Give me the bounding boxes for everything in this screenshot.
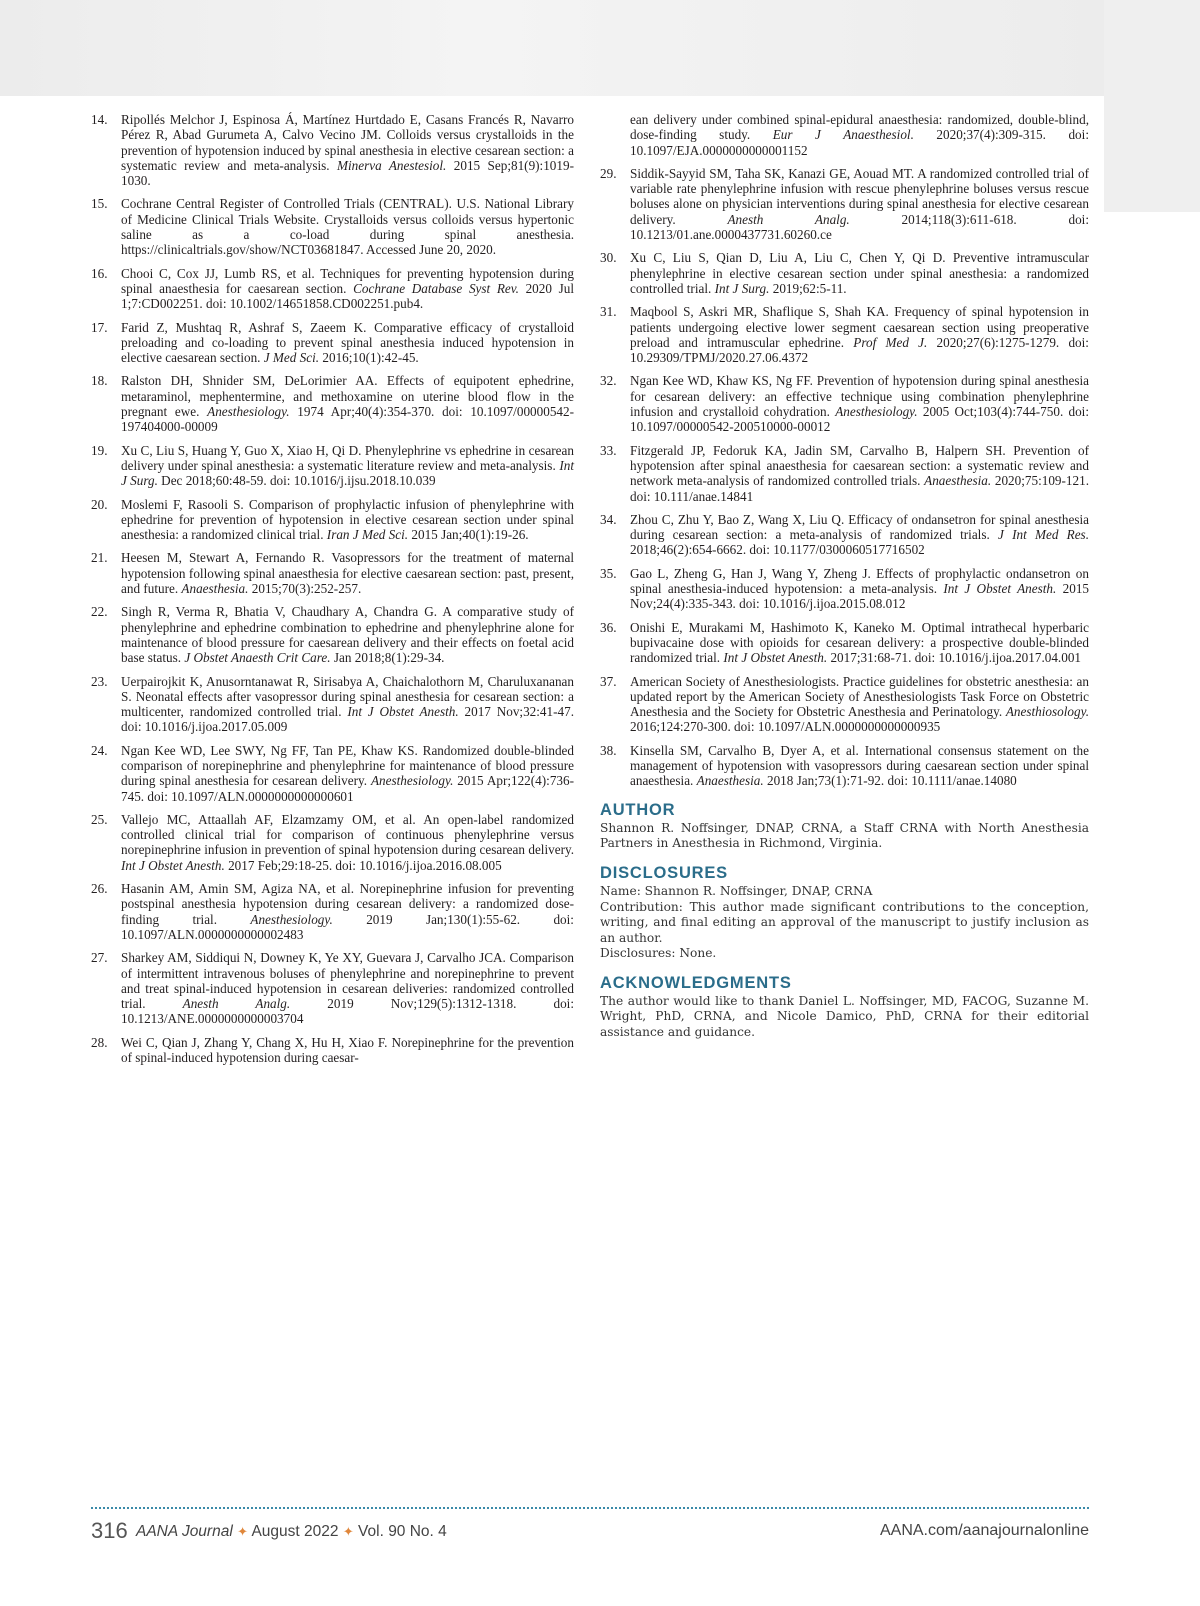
reference-item [91,443,574,489]
reference-tail: 2014;118(3):611-618. doi: 10.1213/01.ane.0000437731.60260.ce [630,211,1089,243]
reference-journal: Anesth Analg. [182,996,291,1012]
diamond-icon: ✦ [342,1524,354,1539]
author-bio: Shannon R. Noffsinger, DNAP, CRNA, a Staff CRNA with North Anesthesia Partners in Anesthesia in Richmond, Virginia. [600,820,1089,851]
journal-citation [136,1523,447,1541]
reference-number: 18. [91,373,108,389]
reference-item [91,604,574,665]
reference-number: 14. [91,112,108,127]
reference-tail: 2016;10(1):42-45. [319,350,419,366]
reference-journal: Iran J Med Sci. [326,527,409,543]
corner-band [1104,0,1200,212]
reference-text: Ralston DH, Shnider SM, DeLorimier AA. Effects of equipotent ephedrine, metaraminol, mephentermine, and methoxamine on uterine blood flow in the pregnant ewe. [121,373,574,420]
reference-tail: 2019 Jan;130(1):55-62. doi: 10.1097/ALN.0000000000002483 [121,911,574,942]
reference-number: 33. [600,442,617,458]
reference-journal: Anesth Analg. [727,211,850,227]
reference-journal: Int J Obstet Anesth. [723,650,828,666]
reference-journal: Anesthiosology. [1005,704,1089,720]
reference-number: 28. [91,1034,108,1050]
diamond-icon: ✦ [237,1524,248,1539]
reference-tail: 2016;124:270-300. doi: 10.1097/ALN.0000000000000935 [630,719,941,735]
reference-text: Onishi E, Murakami M, Hashimoto K, Kaneko M. Optimal intrathecal hyperbaric bupivacaine dose with opioids for cesarean delivery: a prospective double-blinded randomized trial. [630,619,1089,666]
reference-text: Hasanin AM, Amin SM, Agiza NA, et al. Norepinephrine infusion for preventing postspinal anesthesia hypotension during cesarean delivery: a randomized dose-finding trial. [121,881,574,927]
issue-date: August 2022 [251,1523,339,1540]
reference-text: Vallejo MC, Attaallah AF, Elzamzamy OM, et al. An open-label randomized controlled clinical trial for comparison of continuous phenylephrine versus norepinephrine infusion in prevention of spinal hypotension during cesarean delivery. [121,811,574,858]
reference-number: 22. [91,604,108,620]
reference-number: 38. [600,742,617,758]
reference-journal: J Obstet Anaesth Crit Care. [184,650,331,666]
reference-28-continued [600,112,1089,158]
reference-number: 26. [91,881,108,897]
reference-journal: Int J Surg. [714,280,770,296]
reference-text: Ripollés Melchor J, Espinosa Á, Martínez Hurtdado E, Casans Francés R, Navarro Pérez R, Abad Gurumeta A, Calvo Vecino JM. Colloids versus crystalloids in the prevention of hypotension induced by spinal anesthesia in elective cesarean section: a systematic review and meta-analysis. [121,112,574,173]
reference-item [91,674,574,735]
reference-tail: 2020;37(4):309-315. doi: 10.1097/EJA.0000000000001152 [630,127,1089,158]
reference-tail: 2005 Oct;103(4):744-750. doi: 10.1097/00000542-200510000-00012 [630,404,1089,435]
journal-website-link[interactable]: AANA.com/aanajournalonline [879,1522,1089,1539]
reference-journal: Anaesthesia. [924,473,992,489]
reference-text: Sharkey AM, Siddiqui N, Downey K, Ye XY, Guevara J, Carvalho JCA. Comparison of intermittent intravenous boluses of phenylephrine and norepinephrine to prevent and treat spinal-induced hypotension in cesarean deliveries: randomized controlled trial. [121,950,574,1012]
reference-item [600,250,1089,296]
volume-number: Vol. 90 No. 4 [358,1523,447,1540]
acknowledgments-body: The author would like to thank Daniel L. Noffsinger, MD, FACOG, Suzanne M. Wright, PhD, CRNA, and Nicole Damico, PhD, CRNA for their editorial assistance and guidance. [600,993,1089,1039]
disclosures-heading: DISCLOSURES [600,863,728,882]
header-band [0,0,1200,96]
reference-tail: 2020 Jul 1;7:CD002251. doi: 10.1002/14651858.CD002251.pub4. [121,280,574,312]
reference-journal: Anesthesiology. [207,404,290,420]
reference-list-right-items [600,166,1089,789]
reference-tail: Jan 2018;8(1):29-34. [330,650,445,666]
reference-item [600,373,1089,434]
reference-item [91,1035,574,1066]
reference-journal: Anesthesiology. [835,404,918,420]
reference-text: Ngan Kee WD, Khaw KS, Ng FF. Prevention of hypotension during spinal anesthesia for cesarean delivery: an effective technique using combination phenylephrine infusion and crystalloid cohydration. [630,373,1089,420]
reference-text: Zhou C, Zhu Y, Bao Z, Wang X, Liu Q. Efficacy of ondansetron for spinal anesthesia during cesarean section: a meta-analysis of randomized trials. [630,511,1089,543]
reference-text: ean delivery under combined spinal-epidural anaesthesia: randomized, double-blind, dose-finding study. [630,112,1089,143]
reference-number: 21. [91,550,108,566]
reference-item [91,550,574,596]
reference-text: Chooi C, Cox JJ, Lumb RS, et al. Techniques for preventing hypotension during spinal anaesthesia for caesarean section. [121,265,574,296]
reference-tail: 2015 Sep;81(9):1019-1030. [121,157,574,189]
reference-item [600,566,1089,612]
reference-item [91,881,574,942]
reference-item [600,512,1089,558]
reference-item [600,166,1089,242]
reference-item [91,743,574,804]
author-text [600,821,1089,852]
reference-text: Wei C, Qian J, Zhang Y, Chang X, Hu H, Xiao F. Norepinephrine for the prevention of spinal-induced hypotension during caesar- [121,1034,574,1066]
reference-tail: 2015 Jan;40(1):19-26. [408,527,529,543]
reference-number: 37. [600,673,617,689]
reference-journal: Int J Obstet Anesth. [121,857,225,873]
reference-number: 34. [600,511,617,527]
reference-text: Cochrane Central Register of Controlled Trials (CENTRAL). U.S. National Library of Medicine Clinical Trials Website. Crystalloids versus colloids versus hypertonic saline as a co-load during spinal anesthesia. https://clinicaltrials.gov/show/NCT03681847. Accessed June 20, 2020. [121,196,574,258]
disclosures-contribution: Contribution: This author made significant contributions to the conception, writing, and final editing an approval of the manuscript to justify inclusion as an author. [600,899,1089,945]
reference-tail: 2018 Jan;73(1):71-92. doi: 10.1111/anae.14080 [763,773,1017,789]
reference-item [91,497,574,543]
reference-journal: Anaesthesia. [181,581,249,597]
reference-item [600,674,1089,735]
reference-list-left [91,112,574,1065]
page-footer [91,1518,1089,1548]
reference-tail: 2018;46(2):654-6662. doi: 10.1177/0300060517716502 [630,542,925,558]
reference-tail: 2017;31:68-71. doi: 10.1016/j.ijoa.2017.04.001 [827,650,1082,666]
reference-item [91,112,574,188]
reference-item [91,950,574,1026]
reference-journal: Int J Obstet Anesth. [347,704,459,720]
reference-text: Gao L, Zheng G, Han J, Wang Y, Zheng J. Effects of prophylactic ondansetron on spinal anesthesia-induced hypotension: a meta-analysis. [630,565,1089,597]
reference-item [91,812,574,873]
reference-number: 31. [600,304,617,320]
reference-tail: 2015;70(3):252-257. [248,581,362,597]
reference-item [91,196,574,257]
reference-text: American Society of Anesthesiologists. Practice guidelines for obstetric anesthesia: an updated report by the American Society of Anesthesiologists Task Force on Obstetric Anesthesia and the Society for Obstetric Anesthesia and Perinatology. [630,673,1089,720]
reference-item [91,373,574,434]
reference-tail: 2020;27(6):1275-1279. doi: 10.29309/TPMJ/2020.27.06.4372 [630,334,1089,366]
acknowledgments-heading: ACKNOWLEDGMENTS [600,973,792,992]
reference-text: Uerpairojkit K, Anusorntanawat R, Sirisabya A, Chaichalothorn M, Charuluxananan S. Neonatal effects after vasopressor during spinal anesthesia for cesarean section: a multicenter, randomized controlled trial. [121,673,574,720]
journal-name: AANA Journal [136,1523,233,1540]
footer-divider [91,1507,1089,1509]
reference-number: 24. [91,742,108,758]
reference-tail: 2019 Nov;129(5):1312-1318. doi: 10.1213/ANE.0000000000003704 [121,996,574,1027]
right-column [600,112,1089,1040]
reference-item [600,304,1089,365]
reference-number: 19. [91,442,108,458]
reference-journal: Minerva Anestesiol. [337,157,447,173]
reference-number: 16. [91,265,108,281]
reference-text: Ngan Kee WD, Lee SWY, Ng FF, Tan PE, Khaw KS. Randomized double-blinded comparison of norepinephrine and phenylephrine for maintenance of blood pressure during spinal anesthesia for cesarean delivery. [121,742,574,789]
reference-text: Heesen M, Stewart A, Fernando R. Vasopressors for the treatment of maternal hypotension following spinal anaesthesia for elective caesarean section: past, present, and future. [121,550,574,597]
reference-journal: J Int Med Res. [998,527,1089,543]
reference-journal: J Med Sci. [263,350,320,366]
reference-text: Siddik-Sayyid SM, Taha SK, Kanazi GE, Aouad MT. A randomized controlled trial of variable rate phenylephrine infusion with rescue phenylephrine boluses versus rescue boluses alone on physician interventions during spinal anesthesia for elective cesarean delivery. [630,165,1089,227]
left-column [91,112,574,1073]
reference-text: Xu C, Liu S, Qian D, Liu A, Liu C, Chen Y, Qi D. Preventive intramuscular phenylephrine in elective cesarean section under spinal anesthesia: a randomized controlled trial. [630,250,1089,296]
reference-journal: Prof Med J. [853,334,928,350]
reference-number: 25. [91,811,108,827]
reference-text: Maqbool S, Askri MR, Shaflique S, Shah KA. Frequency of spinal hypotension in patients undergoing elective lower segment caesarean section using preoperative preload and intramuscular ephedrine. [630,304,1089,350]
reference-item [91,320,574,366]
reference-journal: Eur J Anaesthesiol. [772,127,914,143]
reference-number: 15. [91,196,108,212]
reference-text: Kinsella SM, Carvalho B, Dyer A, et al. International consensus statement on the management of hypotension with vasopressors during caesarean section under spinal anaesthesia. [630,742,1089,789]
reference-number: 30. [600,250,617,266]
reference-tail: 2017 Feb;29:18-25. doi: 10.1016/j.ijoa.2016.08.005 [224,857,502,873]
page-number: 316 [91,1518,128,1543]
reference-tail: 1974 Apr;40(4):354-370. doi: 10.1097/00000542-197404000-00009 [121,404,574,435]
reference-tail: 2015 Nov;24(4):335-343. doi: 10.1016/j.ijoa.2015.08.012 [630,581,1090,612]
reference-list-right [600,112,1089,158]
reference-item [600,443,1089,504]
reference-text: Moslemi F, Rasooli S. Comparison of prophylactic infusion of phenylephrine with ephedrine for prevention of hypotension in elective cesarean section under spinal anesthesia: a randomized clinical trial. [121,496,574,543]
reference-journal: Anesthesiology. [370,773,454,789]
author-heading: AUTHOR [600,800,676,819]
reference-number: 36. [600,619,617,635]
reference-tail: 2020;75:109-121. doi: 10.111/anae.14841 [630,473,1089,504]
disclosures-text [600,884,1089,962]
acknowledgments-text [600,994,1089,1041]
reference-number: 23. [91,673,108,689]
reference-number: 27. [91,950,108,966]
reference-journal: Anaesthesia. [696,773,764,789]
reference-number: 29. [600,165,617,181]
reference-tail: 2015 Apr;122(4):736-745. doi: 10.1097/ALN.0000000000000601 [121,773,574,804]
reference-tail: 2017 Nov;32:41-47. doi: 10.1016/j.ijoa.2017.05.009 [121,704,574,735]
reference-item [91,266,574,312]
reference-number: 35. [600,565,617,581]
reference-journal: Anesthesiology. [250,911,333,927]
reference-text: Xu C, Liu S, Huang Y, Guo X, Xiao H, Qi D. Phenylephrine vs ephedrine in cesarean delivery under spinal anesthesia: a systematic literature review and meta-analysis. [121,442,574,473]
reference-text: Farid Z, Mushtaq R, Ashraf S, Zaeem K. Comparative efficacy of crystalloid preloading and co-loading to prevent spinal anesthesia induced hypotension in elective caesarean section. [121,319,574,366]
disclosures-statement: Disclosures: None. [600,946,717,961]
reference-journal: Cochrane Database Syst Rev. [353,280,519,296]
reference-text: Fitzgerald JP, Fedoruk KA, Jadin SM, Carvalho B, Halpern SH. Prevention of hypotension after spinal anaesthesia for caesarean section: a systematic review and network meta-analysis of randomized controlled trials. [630,442,1089,489]
reference-item [600,743,1089,789]
disclosures-name: Name: Shannon R. Noffsinger, DNAP, CRNA [600,884,873,899]
reference-number: 32. [600,373,617,389]
reference-journal: Int J Surg. [121,457,574,489]
reference-item [600,620,1089,666]
reference-number: 20. [91,496,108,512]
reference-text: Singh R, Verma R, Bhatia V, Chaudhary A, Chandra G. A comparative study of phenylephrine and ephedrine combination to ephedrine and phenylephrine alone for maintenance of blood pressure for caesarean delivery and their effects on foetal acid base status. [121,604,574,666]
reference-journal: Int J Obstet Anesth. [943,581,1057,597]
reference-tail: Dec 2018;60:48-59. doi: 10.1016/j.ijsu.2018.10.039 [157,473,436,489]
reference-tail: 2019;62:5-11. [769,280,847,296]
reference-number: 17. [91,319,108,335]
